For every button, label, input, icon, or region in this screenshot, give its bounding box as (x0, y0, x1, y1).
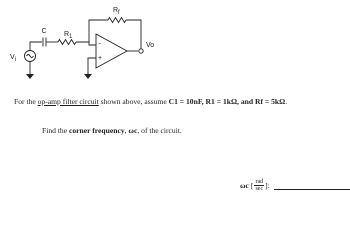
output-terminal (139, 49, 143, 53)
source-label: V (10, 54, 15, 61)
resistor-rf (108, 18, 126, 23)
opamp-minus-label: - (98, 40, 101, 48)
question-suffix: , of the circuit. (137, 126, 182, 135)
answer-unit-den: sec (255, 186, 264, 192)
r1-label: R (64, 31, 70, 38)
problem-values: C1 = 10nF, R1 = 1kΩ, and Rf = 5kΩ (168, 97, 286, 106)
capacitor-label: C (41, 28, 47, 35)
ground-symbol-source (26, 74, 34, 79)
answer-row (240, 179, 350, 192)
answer-input-blank[interactable] (274, 181, 350, 190)
question-emph: corner frequency (69, 126, 125, 135)
ground-symbol-opamp (84, 74, 92, 79)
resistor-r1 (58, 40, 76, 45)
rf-label: R (113, 7, 119, 14)
answer-bracket-close: ]: (265, 181, 270, 190)
answer-unit-num: rad (255, 179, 264, 185)
question-symbol: ωc (128, 126, 138, 135)
question-prefix: Find the (42, 126, 70, 135)
output-label: Vo (146, 42, 155, 49)
question-text (42, 126, 182, 135)
problem-prefix: For the (14, 97, 38, 106)
problem-link[interactable]: op-amp filter circuit (37, 97, 99, 106)
problem-middle: shown above, assume (98, 97, 169, 106)
op-amp-circuit-diagram (0, 0, 350, 95)
problem-suffix: . (285, 97, 288, 106)
answer-bracket-open: [ (250, 181, 254, 190)
opamp-plus-label: + (98, 55, 103, 62)
ac-source-sine (27, 55, 34, 58)
op-amp-triangle (96, 34, 127, 68)
answer-unit (254, 179, 264, 192)
source-label-sub: i (15, 57, 17, 63)
question-mid: , (124, 126, 129, 135)
r1-label-sub: 1 (69, 34, 73, 40)
problem-statement (14, 97, 344, 106)
rf-label-sub: f (118, 10, 120, 16)
answer-symbol: ωc (240, 181, 249, 190)
